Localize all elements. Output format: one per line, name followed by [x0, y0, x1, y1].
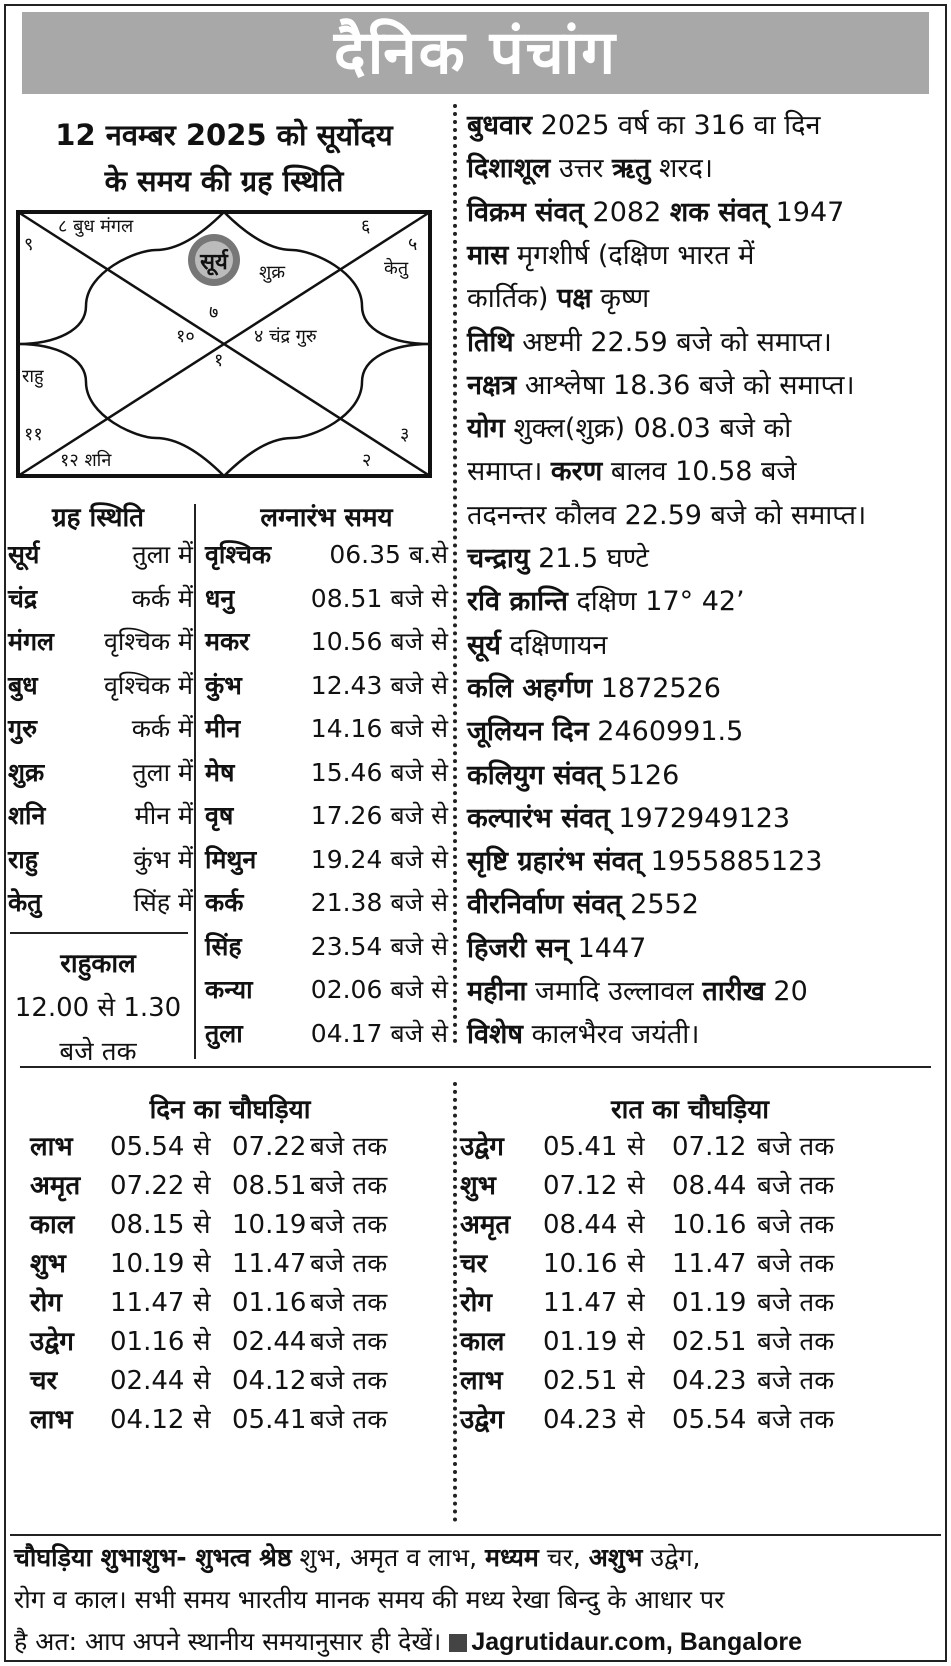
tak-text: बजे तक: [310, 1171, 388, 1201]
ketu-label: केतु: [384, 258, 409, 279]
detail-label: नक्षत्र: [467, 369, 517, 401]
lagna-time: 17.26 बजे से: [310, 801, 448, 830]
choghadiya-name: रोग: [460, 1288, 493, 1318]
lagna-row: [205, 880, 448, 926]
footer-text-3: उद्वेग,: [642, 1543, 701, 1572]
tak-text: बजे तक: [310, 1327, 388, 1357]
house-12-label: १२ शनि: [60, 450, 112, 471]
lagna-time: 10.56 बजे से: [310, 627, 448, 656]
tak-text: बजे तक: [757, 1327, 835, 1357]
footer-text-1: शुभ, अमृत व लाभ,: [291, 1543, 485, 1572]
planet-rashi: सिंह में: [133, 888, 193, 917]
time-from: 04.23: [543, 1405, 618, 1435]
detail-value: 5126: [601, 759, 680, 791]
lagna-name: तुला: [205, 1018, 243, 1048]
house-1-label: १: [214, 350, 224, 371]
planet-rashi: मीन में: [134, 801, 193, 830]
se-text: से: [627, 1171, 645, 1201]
house-8-label: ८ बुध मंगल: [58, 216, 134, 237]
planet-rashi: तुला में: [132, 540, 193, 569]
kundali-chart: [16, 210, 432, 478]
detail-value: 2025 वर्ष का 316 वा दिन: [532, 110, 821, 141]
detail-label-2: तारीख: [702, 976, 765, 1007]
detail-line: [467, 146, 937, 192]
detail-label: चन्द्रायु: [467, 543, 530, 574]
detail-line: [467, 796, 937, 842]
lagna-row: [205, 706, 448, 752]
footer-line3: [14, 1621, 939, 1663]
detail-line: [467, 363, 937, 409]
rahukaal-title: राहुकाल: [60, 949, 136, 979]
lagna-row: [205, 750, 448, 796]
time-from: 02.44: [110, 1366, 185, 1396]
planet-name: केतु: [8, 888, 42, 917]
se-text: से: [193, 1327, 211, 1357]
detail-value: 21.5 घण्टे: [529, 543, 649, 574]
detail-value: 1955885123: [642, 846, 823, 878]
detail-value-2: कृष्ण: [591, 283, 650, 315]
footer-bold-2: मध्यम: [485, 1543, 539, 1572]
detail-line: [467, 1012, 937, 1058]
lagna-name: मेष: [205, 757, 235, 787]
time-to: 10.16: [672, 1210, 747, 1240]
detail-line: [467, 190, 937, 236]
detail-label: तिथि: [467, 326, 514, 358]
time-to: 02.44: [232, 1327, 307, 1357]
detail-label: कलियुग संवत्: [467, 759, 602, 791]
time-to: 08.44: [672, 1171, 747, 1201]
time-from: 07.22: [110, 1171, 185, 1201]
lagna-name: सिंह: [205, 931, 242, 961]
lagna-time: 12.43 बजे से: [310, 670, 448, 700]
chart-title-line2: के समय की ग्रह स्थिति: [104, 164, 344, 198]
detail-line: [467, 493, 937, 539]
detail-label: विशेष: [467, 1019, 523, 1051]
time-to: 04.23: [672, 1366, 747, 1396]
house-5-label: ५: [408, 234, 418, 255]
chart-title: [14, 112, 434, 204]
time-to: 01.19: [672, 1288, 747, 1318]
detail-value: उत्तर: [550, 153, 613, 185]
lagna-row: [205, 619, 448, 665]
se-text: से: [193, 1288, 211, 1318]
house-3-label: ३: [400, 424, 410, 445]
graha-row: [8, 576, 193, 622]
column-divider-bottom: [453, 1082, 457, 1522]
choghadiya-name: चर: [460, 1249, 488, 1279]
detail-label: कलि अहर्गण: [467, 672, 593, 704]
choghadiya-name: उद्वेग: [460, 1132, 504, 1162]
detail-line: [467, 839, 937, 885]
tak-text: बजे तक: [757, 1366, 835, 1396]
detail-value: जमादि उल्लावल: [526, 976, 703, 1007]
time-from: 02.51: [543, 1366, 618, 1396]
square-bullet-icon: [449, 1634, 467, 1652]
se-text: से: [193, 1132, 211, 1162]
lagna-name: धनु: [205, 583, 235, 613]
detail-value: 1447: [569, 932, 647, 964]
footer-text-2: चर,: [538, 1543, 589, 1572]
time-to: 01.16: [232, 1288, 307, 1318]
sun-emblem: [188, 234, 240, 286]
detail-line: [467, 536, 937, 582]
planet-name: राहु: [8, 844, 38, 874]
detail-line: [467, 449, 937, 495]
detail-label-2: शक संवत्: [669, 196, 767, 228]
detail-line: [467, 666, 937, 712]
detail-label: कल्पारंभ संवत्: [467, 802, 610, 834]
se-text: से: [627, 1405, 645, 1435]
detail-value: समाप्त।: [467, 456, 551, 488]
detail-label-2: पक्ष: [556, 283, 592, 315]
lagna-time: 14.16 बजे से: [310, 714, 448, 743]
house-2-label: २: [362, 450, 372, 471]
house-9-label: ९: [24, 234, 34, 255]
tak-text: बजे तक: [310, 1405, 388, 1435]
planet-rashi: कर्क में: [131, 583, 193, 613]
detail-value-2: शरद।: [650, 153, 714, 185]
tak-text: बजे तक: [757, 1171, 835, 1201]
sun-label: सूर्य: [200, 250, 228, 275]
column-divider-top: [453, 104, 457, 1044]
se-text: से: [193, 1171, 211, 1201]
graha-row: [8, 750, 193, 796]
time-to: 02.51: [672, 1327, 747, 1357]
detail-value: 1972949123: [609, 802, 791, 834]
se-text: से: [627, 1366, 645, 1396]
time-from: 10.16: [543, 1249, 618, 1279]
choghadiya-name: चर: [30, 1366, 58, 1396]
detail-value: 2082: [583, 196, 670, 228]
planet-name: चंद्र: [8, 583, 38, 613]
rahukaal-suffix: बजे तक: [59, 1037, 137, 1067]
choghadiya-name: उद्वेग: [460, 1405, 504, 1435]
choghadiya-name: लाभ: [30, 1405, 73, 1435]
planet-rashi: वृश्चिक में: [104, 670, 193, 700]
footer-line2: रोग व काल। सभी समय भारतीय मानक समय की मध्य रेखा बिन्दु के आधार पर: [14, 1585, 725, 1614]
time-to: 11.47: [232, 1249, 307, 1279]
detail-line: [467, 233, 937, 279]
detail-value-2: बालव 10.58 बजे: [602, 456, 797, 488]
se-text: से: [193, 1405, 211, 1435]
detail-value-2: 1947: [767, 196, 845, 228]
detail-line: [467, 882, 937, 928]
footer-credit: Jagrutidaur.com, Bangalore: [471, 1628, 802, 1656]
house-11-label: ११: [24, 424, 43, 445]
house-4-label: ४ चंद्र गुरु: [254, 326, 317, 347]
planet-name: मंगल: [8, 627, 54, 656]
detail-value: तदनन्तर कौलव 22.59 बजे को समाप्त।: [467, 499, 867, 531]
lagna-row: [205, 793, 448, 839]
time-from: 10.19: [110, 1249, 185, 1279]
choghadiya-name: काल: [460, 1327, 505, 1357]
detail-value: कालभैरव जयंती।: [522, 1019, 700, 1051]
planet-rashi: तुला में: [132, 757, 193, 787]
se-text: से: [193, 1210, 211, 1240]
time-to: 10.19: [232, 1210, 307, 1240]
detail-label: बुधवार: [467, 110, 533, 141]
time-from: 07.12: [543, 1171, 618, 1201]
footer-bold-1: चौघड़िया शुभाशुभ- शुभत्व श्रेष्ठ: [14, 1543, 292, 1572]
footer-note: [14, 1537, 939, 1663]
footer-line3-text: है अत: आप अपने स्थानीय समयानुसार ही देखें।: [14, 1627, 450, 1656]
detail-value: 2460991.5: [588, 716, 744, 748]
planet-name: गुरु: [8, 714, 38, 743]
choghadiya-name: शुभ: [460, 1171, 496, 1201]
detail-label: जूलियन दिन: [467, 716, 589, 748]
time-from: 04.12: [110, 1405, 185, 1435]
time-to: 05.41: [232, 1405, 307, 1435]
graha-row: [8, 880, 193, 926]
detail-value: आश्लेषा 18.36 बजे को समाप्त।: [516, 369, 855, 401]
choghadiya-name: काल: [30, 1210, 75, 1240]
rahukaal-divider: [10, 932, 188, 934]
choghadiya-name: उद्वेग: [30, 1327, 74, 1357]
lagna-time: 06.35 ब.से: [329, 540, 448, 569]
tak-text: बजे तक: [310, 1249, 388, 1279]
time-to: 07.22: [232, 1132, 307, 1162]
detail-label: विक्रम संवत्: [467, 196, 584, 228]
detail-label: योग: [467, 413, 505, 445]
planet-rashi: कर्क में: [131, 714, 193, 743]
banner-title: दैनिक पंचांग: [22, 12, 929, 94]
tak-text: बजे तक: [310, 1288, 388, 1318]
detail-line: [467, 753, 937, 799]
tak-text: बजे तक: [757, 1210, 835, 1240]
detail-value: 1872526: [592, 672, 721, 704]
detail-label-2: करण: [550, 456, 603, 488]
detail-label: रवि क्रान्ति: [467, 586, 568, 618]
lagna-row: [205, 837, 448, 883]
detail-value: अष्टमी 22.59 बजे को समाप्त।: [513, 326, 832, 358]
lagna-time: 15.46 बजे से: [310, 757, 448, 787]
detail-line: [467, 276, 937, 322]
se-text: से: [627, 1327, 645, 1357]
lagna-name: वृश्चिक: [205, 540, 272, 569]
planet-rashi: वृश्चिक में: [104, 627, 193, 656]
detail-label: सूर्य: [467, 629, 501, 661]
lagna-time: 08.51 बजे से: [310, 583, 448, 613]
choghadiya-name: अमृत: [460, 1210, 511, 1240]
planet-name: शुक्र: [8, 757, 45, 787]
tak-text: बजे तक: [310, 1132, 388, 1162]
choghadiya-name: अमृत: [30, 1171, 81, 1201]
house-7-label: ७: [209, 302, 219, 323]
detail-value: मृगशीर्ष (दक्षिण भारत में: [508, 239, 755, 271]
choghadiya-name: रोग: [30, 1288, 63, 1318]
detail-line: [467, 320, 937, 366]
lagna-row: [205, 924, 448, 970]
graha-row: [8, 706, 193, 752]
time-from: 05.41: [543, 1132, 618, 1162]
lagna-row: [205, 532, 448, 578]
detail-label: मास: [467, 239, 509, 271]
se-text: से: [627, 1249, 645, 1279]
graha-row: [8, 619, 193, 665]
footer-divider: [10, 1534, 941, 1536]
detail-line: [467, 969, 937, 1015]
lagna-time: 19.24 बजे से: [310, 844, 448, 874]
se-text: से: [627, 1210, 645, 1240]
tak-text: बजे तक: [757, 1132, 835, 1162]
tak-text: बजे तक: [757, 1288, 835, 1318]
graha-sthiti-title: ग्रह स्थिति: [51, 503, 145, 533]
planet-name: शनि: [8, 801, 46, 830]
detail-line: [467, 623, 937, 669]
choghadiya-name: लाभ: [460, 1366, 503, 1396]
lagna-name: मिथुन: [205, 844, 257, 874]
detail-value: 2552: [621, 889, 699, 921]
detail-line: [467, 579, 937, 625]
graha-row: [8, 837, 193, 883]
detail-label: महीना: [467, 976, 527, 1007]
lagnarambh-title: लग्नारंभ समय: [260, 503, 393, 533]
lagna-name: वृष: [205, 801, 234, 830]
lagna-row: [205, 1011, 448, 1057]
time-from: 05.54: [110, 1132, 185, 1162]
detail-label: सृष्टि ग्रहारंभ संवत्: [467, 846, 643, 878]
graha-row: [8, 793, 193, 839]
time-to: 04.12: [232, 1366, 307, 1396]
lagna-name: कन्या: [205, 975, 253, 1004]
rahukaal-time: 12.00 से 1.30: [14, 993, 182, 1023]
chart-title-line1: 12 नवम्बर 2025 को सूर्योदय: [55, 118, 393, 152]
choghadiya-name: शुभ: [30, 1249, 66, 1279]
detail-value: दक्षिणायन: [500, 629, 608, 661]
detail-line: [467, 103, 937, 149]
detail-value-2: 20: [764, 976, 808, 1007]
planet-name: सूर्य: [8, 540, 40, 569]
detail-line: [467, 406, 937, 452]
graha-lagna-divider: [194, 504, 196, 1059]
detail-label: दिशाशूल: [467, 153, 551, 185]
time-from: 11.47: [110, 1288, 185, 1318]
detail-value: दक्षिण 17° 42’: [567, 586, 745, 618]
detail-label: वीरनिर्वाण संवत्: [467, 889, 622, 921]
time-from: 11.47: [543, 1288, 618, 1318]
footer-bold-3: अशुभ: [588, 1543, 643, 1572]
choghadiya-name: लाभ: [30, 1132, 73, 1162]
tak-text: बजे तक: [757, 1249, 835, 1279]
graha-row: [8, 663, 193, 709]
time-to: 11.47: [672, 1249, 747, 1279]
detail-value: शुक्ल(शुक्र) 08.03 बजे को: [504, 413, 792, 445]
rahukaal-box: [8, 942, 188, 1074]
time-from: 08.44: [543, 1210, 618, 1240]
tak-text: बजे तक: [310, 1366, 388, 1396]
raat-choghadiya-title: रात का चौघड़िया: [610, 1095, 770, 1125]
se-text: से: [193, 1366, 211, 1396]
lagna-time: 21.38 बजे से: [310, 888, 448, 917]
time-to: 07.12: [672, 1132, 747, 1162]
time-from: 01.16: [110, 1327, 185, 1357]
time-to: 05.54: [672, 1405, 747, 1435]
se-text: से: [627, 1132, 645, 1162]
time-from: 08.15: [110, 1210, 185, 1240]
se-text: से: [193, 1249, 211, 1279]
footer-line1: [14, 1537, 939, 1579]
house-10-label: १०: [176, 326, 195, 347]
detail-line: [467, 709, 937, 755]
lagna-row: [205, 576, 448, 622]
lagna-name: मकर: [205, 627, 250, 656]
shukra-label: शुक्र: [259, 262, 286, 283]
time-from: 01.19: [543, 1327, 618, 1357]
planet-rashi: कुंभ में: [133, 844, 193, 874]
graha-row: [8, 532, 193, 578]
lagna-name: कर्क: [205, 888, 244, 917]
lagna-name: कुंभ: [205, 670, 242, 700]
din-choghadiya-title: दिन का चौघड़िया: [149, 1095, 311, 1125]
detail-label: हिजरी सन्: [467, 932, 570, 964]
rahu-label: राहु: [22, 366, 44, 387]
detail-label-2: ऋतु: [612, 153, 651, 185]
se-text: से: [627, 1288, 645, 1318]
lagna-time: 04.17 बजे से: [310, 1018, 448, 1048]
house-6-label: ६: [361, 216, 371, 237]
time-to: 08.51: [232, 1171, 307, 1201]
planet-name: बुध: [8, 670, 38, 700]
tak-text: बजे तक: [757, 1405, 835, 1435]
lagna-time: 02.06 बजे से: [310, 975, 448, 1004]
lagna-row: [205, 967, 448, 1013]
detail-value: कार्तिक): [467, 283, 557, 315]
lagna-time: 23.54 बजे से: [310, 931, 448, 961]
lagna-name: मीन: [205, 714, 241, 743]
lagna-row: [205, 663, 448, 709]
tak-text: बजे तक: [310, 1210, 388, 1240]
detail-line: [467, 926, 937, 972]
